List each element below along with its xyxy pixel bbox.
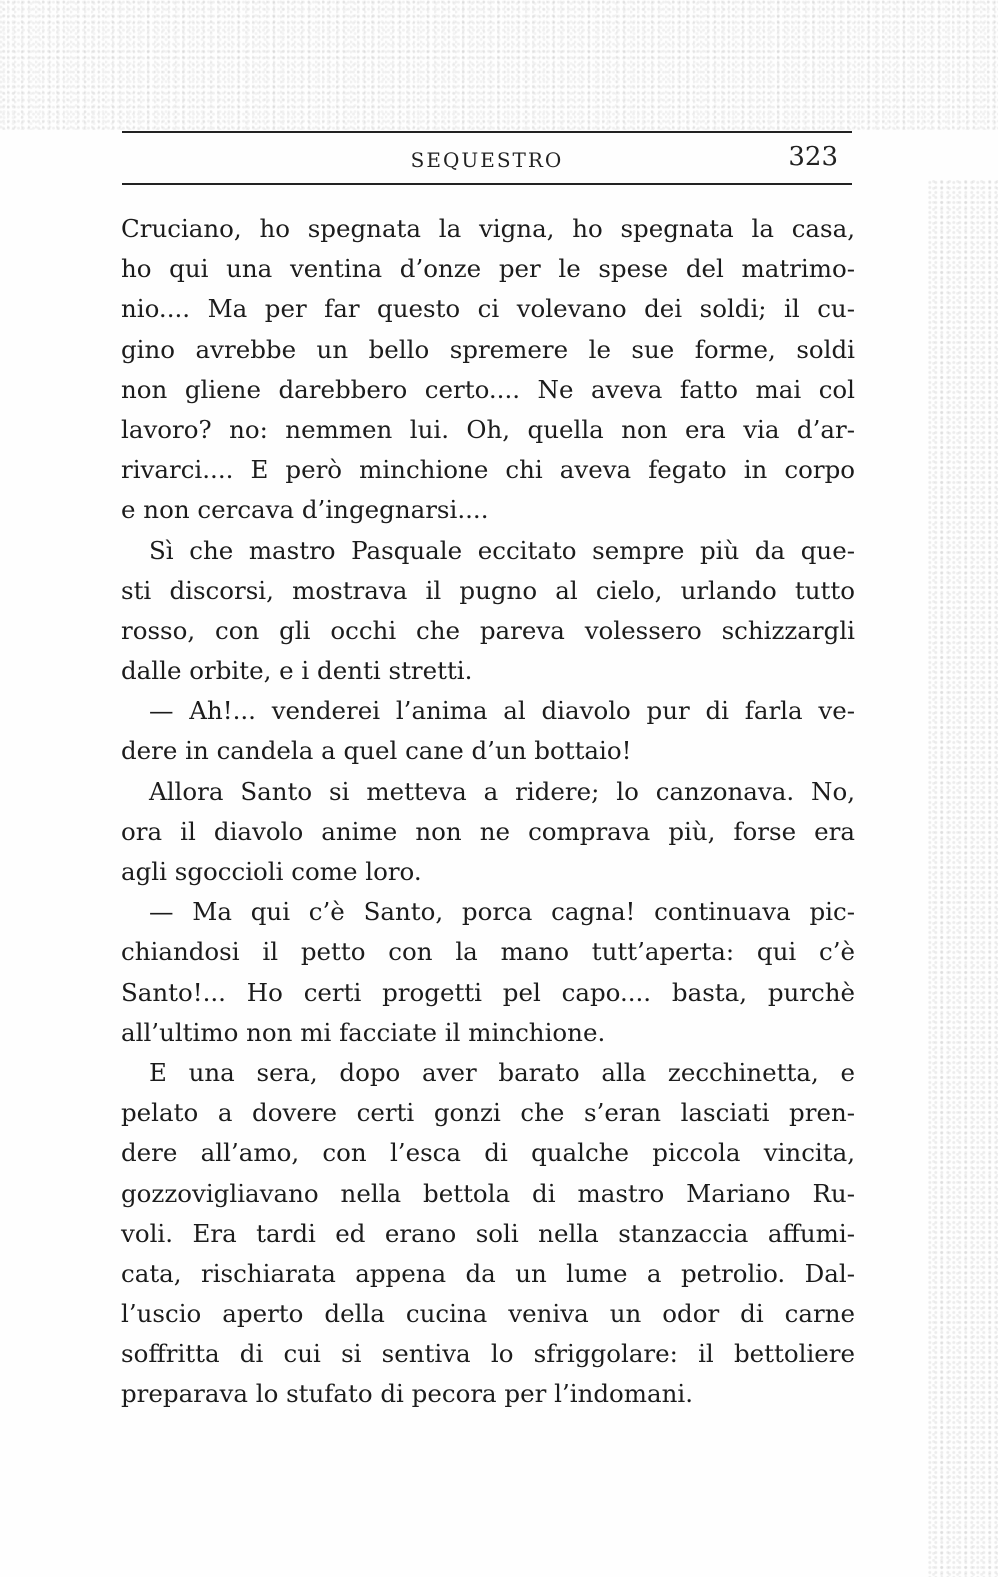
running-title: SEQUESTRO bbox=[410, 148, 564, 172]
header-rule-bottom bbox=[122, 183, 852, 185]
text-line: cata, rischiarata appena da un lume a petrolio. Dal- bbox=[121, 1258, 855, 1288]
body-text bbox=[121, 209, 855, 1415]
text-line: voli. Era tardi ed erano soli nella stanzaccia affumi- bbox=[121, 1218, 855, 1248]
text-line: Santo!... Ho certi progetti pel capo.... basta, purchè bbox=[121, 977, 855, 1007]
page-stain-top bbox=[0, 0, 998, 130]
text-line: gino avrebbe un bello spremere le sue forme, soldi bbox=[121, 334, 855, 364]
text-line: Allora Santo si metteva a ridere; lo canzonava. No, bbox=[149, 776, 855, 806]
text-line: chiandosi il petto con la mano tutt’aperta: qui c’è bbox=[121, 937, 855, 967]
text-line: sti discorsi, mostrava il pugno al cielo, urlando tutto bbox=[121, 575, 855, 605]
text-line: ho qui una ventina d’onze per le spese del matrimo- bbox=[121, 254, 855, 284]
text-line: soffritta di cui si sentiva lo sfriggolare: il bettoliere bbox=[121, 1339, 855, 1369]
text-line: dere in candela a quel cane d’un bottaio! bbox=[121, 736, 632, 766]
text-line: ora il diavolo anime non ne comprava più, forse era bbox=[121, 816, 855, 846]
text-line: l’uscio aperto della cucina veniva un odor di carne bbox=[121, 1299, 855, 1329]
text-line: dere all’amo, con l’esca di qualche piccola vincita, bbox=[121, 1138, 855, 1168]
text-line: E una sera, dopo aver barato alla zecchinetta, e bbox=[149, 1057, 855, 1087]
text-line: pelato a dovere certi gonzi che s’eran lasciati pren- bbox=[121, 1098, 855, 1128]
text-line: rosso, con gli occhi che pareva volessero schizzargli bbox=[121, 615, 855, 645]
page-stain-right bbox=[928, 180, 998, 1577]
text-line: dalle orbite, e i denti stretti. bbox=[121, 656, 473, 686]
text-line: Cruciano, ho spegnata la vigna, ho spegnata la casa, bbox=[121, 214, 855, 243]
text-line: e non cercava d’ingegnarsi.... bbox=[121, 495, 489, 525]
text-line: all’ultimo non mi facciate il minchione. bbox=[121, 1017, 606, 1047]
text-line: rivarci.... E però minchione chi aveva fegato in corpo bbox=[121, 455, 855, 485]
header-rule-top bbox=[122, 131, 852, 133]
text-line: — Ah!... venderei l’anima al diavolo pur di farla ve- bbox=[149, 696, 855, 726]
text-line: nio.... Ma per far questo ci volevano dei soldi; il cu- bbox=[121, 294, 855, 324]
text-line: Sì che mastro Pasquale eccitato sempre più da que- bbox=[149, 535, 855, 565]
text-line: lavoro? no: nemmen lui. Oh, quella non era via d’ar- bbox=[121, 414, 855, 444]
running-head bbox=[122, 144, 852, 176]
text-line: non gliene darebbero certo.... Ne aveva fatto mai col bbox=[121, 374, 855, 404]
page-number: 323 bbox=[788, 142, 838, 172]
text-line: preparava lo stufato di pecora per l’indomani. bbox=[121, 1379, 694, 1409]
text-line: — Ma qui c’è Santo, porca cagna! continuava pic- bbox=[149, 897, 855, 927]
text-line: gozzovigliavano nella bettola di mastro Mariano Ru- bbox=[121, 1178, 855, 1208]
text-line: agli sgoccioli come loro. bbox=[121, 857, 422, 886]
